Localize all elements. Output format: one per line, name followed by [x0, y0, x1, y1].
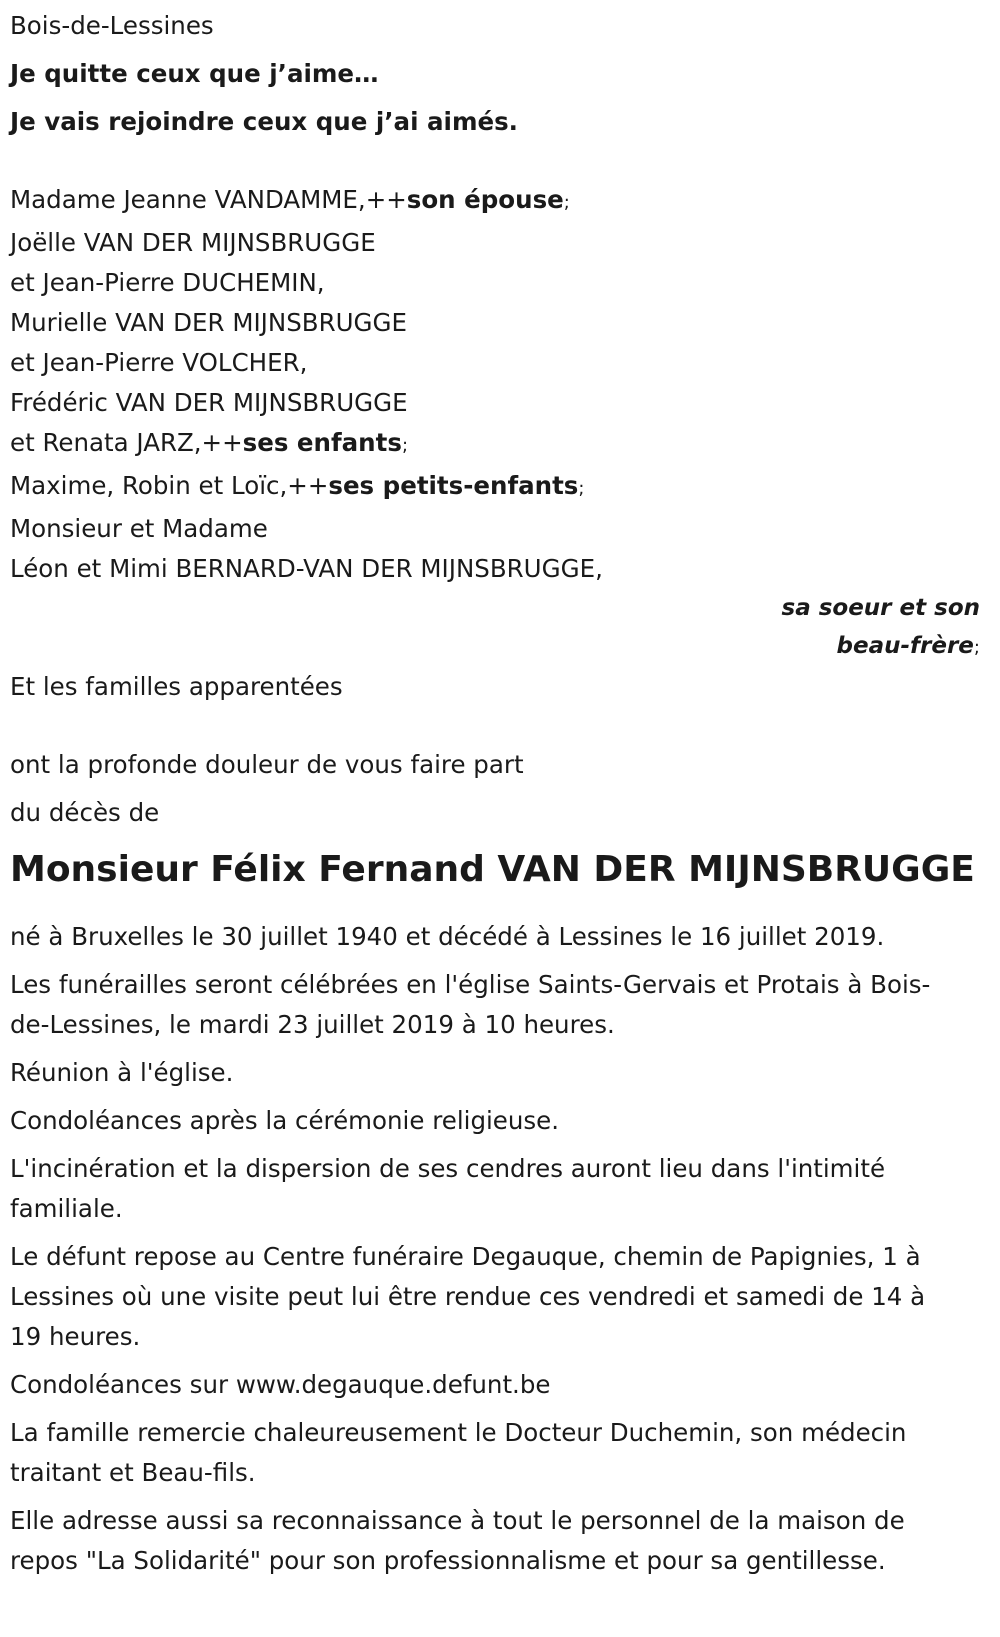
grandchildren-role: ses petits-enfants — [328, 471, 579, 500]
separator: ; — [578, 478, 585, 499]
children-role: ses enfants — [242, 428, 402, 457]
separator: ; — [563, 192, 570, 213]
spouse-line — [10, 180, 990, 223]
grandchildren-line — [10, 466, 990, 509]
announcement-line-2: du décès de — [10, 798, 160, 827]
place-heading: Bois-de-Lessines — [10, 11, 214, 40]
detail-funeral: Les funérailles seront célébrées en l'église Saints-Gervais et Protais à Bois-de-Lessines, le mardi 23 juillet 2019 à 10 heures. — [10, 970, 931, 1039]
child-3-partner: et Renata JARZ,++ — [10, 428, 243, 457]
detail-thanks-staff: Elle adresse aussi sa reconnaissance à tout le personnel de la maison de repos "La Solidarité" pour son professionnalisme et pour sa gentillesse. — [10, 1506, 905, 1575]
sibling-role-line-2-wrap — [10, 627, 980, 667]
quote-line-2: Je vais rejoindre ceux que j’ai aimés. — [10, 107, 518, 136]
sibling-role — [10, 589, 990, 667]
detail-online-condolences: Condoléances sur www.degauque.defunt.be — [10, 1370, 551, 1399]
child-3-line — [10, 423, 990, 466]
detail-cremation: L'incinération et la dispersion de ses cendres auront lieu dans l'intimité familiale. — [10, 1154, 886, 1223]
quote-line-1: Je quitte ceux que j’aime… — [10, 59, 379, 88]
child-2-partner: et Jean-Pierre VOLCHER, — [10, 348, 308, 377]
child-1-partner: et Jean-Pierre DUCHEMIN, — [10, 268, 325, 297]
sibling-role-line-2: beau-frère — [836, 633, 974, 659]
separator: ; — [401, 435, 409, 456]
child-1: Joëlle VAN DER MIJNSBRUGGE — [10, 228, 376, 257]
separator: ; — [973, 637, 980, 658]
deceased-name: Monsieur Félix Fernand VAN DER MIJNSBRUGGE — [10, 849, 975, 890]
child-2: Murielle VAN DER MIJNSBRUGGE — [10, 308, 408, 337]
detail-condolences: Condoléances après la cérémonie religieuse. — [10, 1106, 560, 1135]
detail-thanks-doctor: La famille remercie chaleureusement le Docteur Duchemin, son médecin traitant et Beau-fils. — [10, 1418, 907, 1487]
announcement-line-1: ont la profonde douleur de vous faire part — [10, 750, 524, 779]
grandchildren-names: Maxime, Robin et Loïc,++ — [10, 471, 329, 500]
sibling-line-2: Léon et Mimi BERNARD-VAN DER MIJNSBRUGGE, — [10, 554, 603, 583]
obituary-page — [10, 6, 990, 1589]
child-3: Frédéric VAN DER MIJNSBRUGGE — [10, 388, 408, 417]
detail-meeting: Réunion à l'église. — [10, 1058, 234, 1087]
sibling-role-line-1: sa soeur et son — [781, 595, 980, 621]
spouse-role: son épouse — [406, 185, 564, 214]
sibling-line-1: Monsieur et Madame — [10, 514, 268, 543]
spouse-name: Madame Jeanne VANDAMME,++ — [10, 185, 407, 214]
relatives-line: Et les familles apparentées — [10, 672, 343, 701]
detail-birth-death: né à Bruxelles le 30 juillet 1940 et décédé à Lessines le 16 juillet 2019. — [10, 922, 885, 951]
detail-resting-place: Le défunt repose au Centre funéraire Degauque, chemin de Papignies, 1 à Lessines où une visite peut lui être rendue ces vendredi et samedi de 14 à 19 heures. — [10, 1242, 926, 1351]
